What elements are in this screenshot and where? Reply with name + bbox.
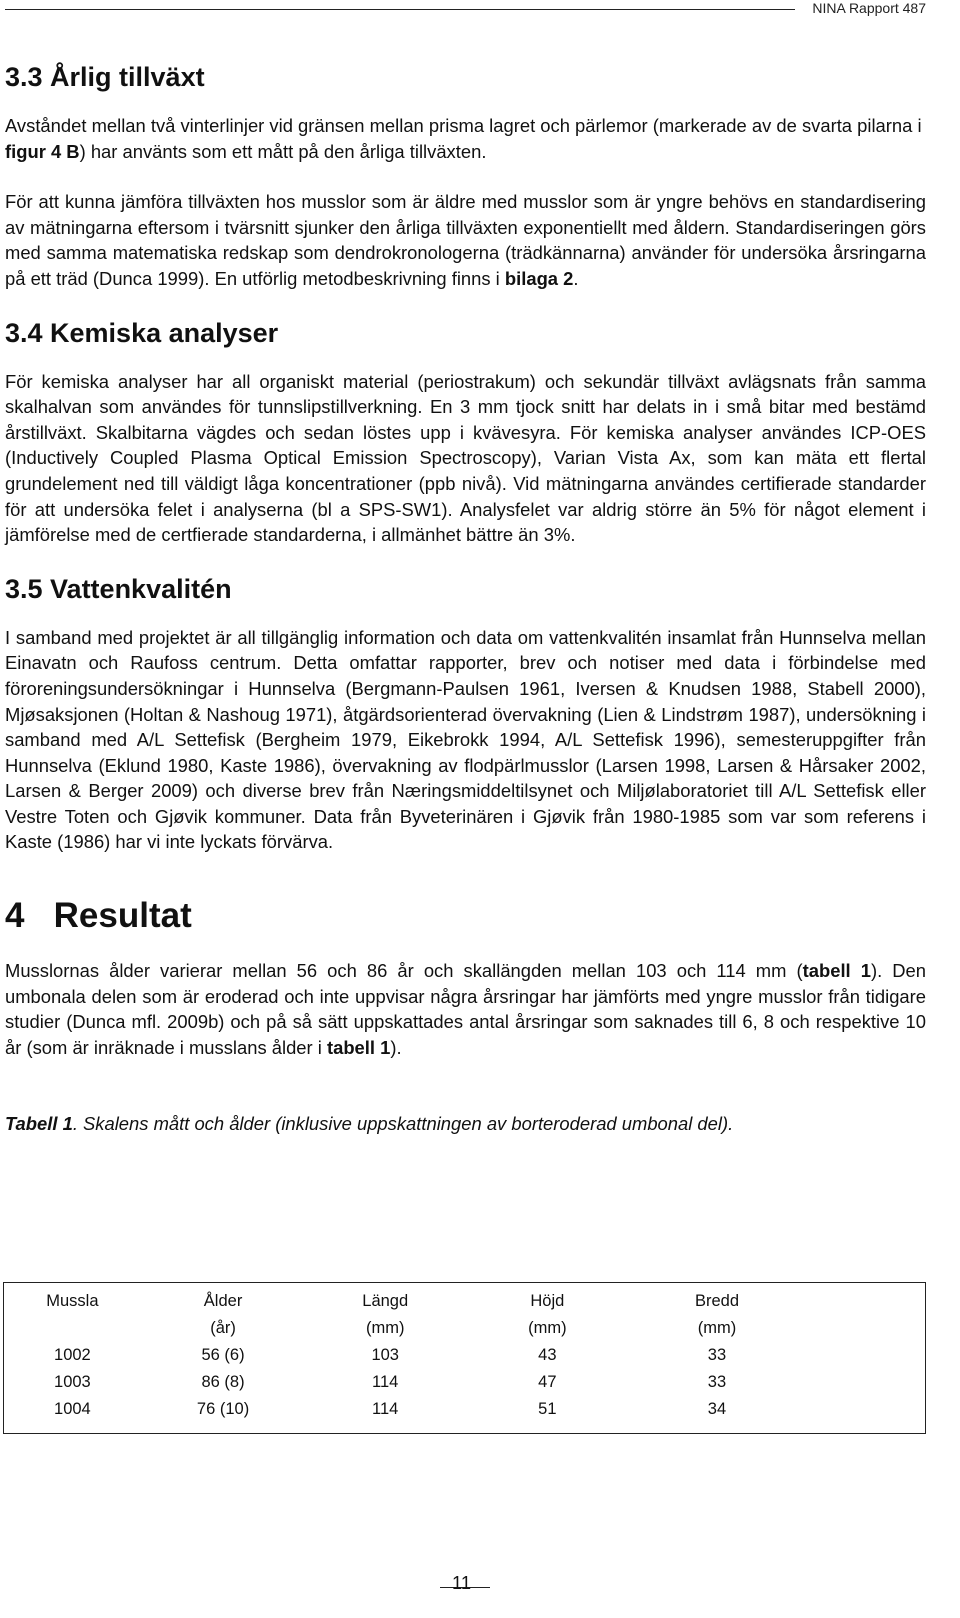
- header-cell: Bredd: [694, 1292, 739, 1310]
- table-cell: 86 (8): [201, 1373, 245, 1391]
- table-reference: tabell 1: [802, 960, 871, 982]
- paragraph-3-3-1: Avståndet mellan två vinterlinjer vid gränsen mellan prisma lagret och pärlemor (markerade av de svarta pilarna i figur 4 B) har använts som ett mått på den årliga tillväxten.: [5, 115, 922, 162]
- table-caption-label: Tabell 1: [5, 1113, 73, 1135]
- measurement-table: [3, 1282, 926, 1434]
- unit-cell: (år): [210, 1319, 236, 1337]
- paragraph-3-5-1: I samband med projektet är all tillgänglig information och data om vattenkvalitén insamlat från Hunnselva mellan Einavatn och Raufoss centrum. Detta omfattar rapporter, brev och notiser med data i förbindelse med föroreningsundersökningar i Hunnselva (Bergmann-Paulsen 1961, Iversen & Knudsen 1988, Stabell 2000), Mjøsaksjonen (Holtan & Nashoug 1971), åtgärdsorienterad övervakning (Lien & Lindstrøm 1987), undersökning i samband med A/L Settefisk (Bergheim 1979, Eikebrokk 1994, A/L Settefisk 1996), semesteruppgifter från Hunnselva (Eklund 1980, Kaste 1986), övervakning av flodpärlmusslor (Larsen 1998, Larsen & Hårsaker 2002, Larsen & Berger 2009) och diverse brev från Næringsmiddeltilsynet och Miljølaboratoriet till A/L Settefisk eller Vestre Toten och Gjøvik kommuner. Data från Byveterinären i Gjøvik från 1980-1985 som var som referens i Kaste (1986) har vi inte lyckats förvärva.: [5, 626, 926, 853]
- header-rule: [5, 9, 795, 10]
- table-cell: 1002: [54, 1346, 91, 1364]
- unit-cell: [4, 1315, 141, 1342]
- chapter-heading-4: 4 Resultat: [5, 896, 192, 936]
- table-cell: 56 (6): [201, 1346, 245, 1364]
- table-cell: 1003: [54, 1373, 91, 1391]
- paragraph-3-3-2: För att kunna jämföra tillväxten hos musslor som är äldre med musslor som är yngre behövs en standardisering av mätningarna eftersom i tvärsnitt sjunker den årliga tillväxten exponentiellt med åldern. Standardiseringen görs med samma matematiska redskap som dendrokronologerna (trädkännarna) använder för undersöka årsringarna på ett träd (Dunca 1999). En utförlig metodbeskrivning finns i bilaga 2.: [5, 191, 926, 289]
- table-cell: 1004: [54, 1400, 91, 1418]
- figure-reference: figur 4 B: [5, 140, 80, 162]
- unit-cell: (mm): [528, 1319, 567, 1337]
- table-cell: 103: [371, 1346, 399, 1364]
- table-units-row: [4, 1315, 926, 1342]
- header-cell: Mussla: [46, 1292, 99, 1310]
- section-heading-3-5: 3.5 Vattenkvalitén: [5, 573, 232, 604]
- table-header-row: [4, 1283, 926, 1316]
- table-cell: 34: [707, 1400, 727, 1418]
- table-cell: 76 (10): [196, 1400, 250, 1418]
- table-cell: 43: [538, 1346, 557, 1364]
- paragraph-4-1: Musslornas ålder varierar mellan 56 och 86 år och skallängden mellan 103 och 114 mm (tabell 1). Den umbonala delen som är eroderad och inte uppvisar några årsringar har jämförts med yngre musslor från tidigare studier (Dunca mfl. 2009b) och på så sätt uppskattades antal årsringar som saknades till 6, 8 och respektive 10 år (som är inräknade i musslans ålder i tabell 1).: [5, 960, 926, 1058]
- appendix-reference: bilaga 2: [504, 267, 574, 289]
- table-cell: 33: [707, 1373, 727, 1391]
- page-number: 11: [452, 1572, 472, 1593]
- table-cell: 114: [372, 1373, 399, 1391]
- section-heading-3-3: 3.3 Årlig tillväxt: [5, 62, 205, 92]
- table-row: [4, 1342, 926, 1369]
- table-cell: 51: [538, 1400, 557, 1418]
- table-cell: 33: [707, 1346, 727, 1364]
- table-caption: Tabell 1. Skalens mått och ålder (inklusive uppskattningen av borteroderad umbonal del).: [5, 1113, 734, 1135]
- header-cell: Höjd: [530, 1292, 565, 1310]
- section-heading-3-4: 3.4 Kemiska analyser: [5, 317, 279, 348]
- page-content: [5, 58, 926, 1137]
- table-row: [4, 1369, 926, 1396]
- unit-cell: (mm): [365, 1319, 405, 1337]
- unit-cell: (mm): [697, 1319, 737, 1337]
- table-reference: tabell 1: [326, 1036, 391, 1058]
- report-label: NINA Rapport 487: [812, 0, 926, 16]
- table-row: [4, 1396, 926, 1434]
- paragraph-3-4-1: För kemiska analyser har all organiskt material (periostrakum) och sekundär tillväxt avlägsnats från samma skalhalvan som användes för tunnslipstillverkning. En 3 mm tjock snitt har delats in i små bitar med bestämd årstillväxt. Skalbitarna vägdes och sedan löstes upp i kvävesyra. För kemiska analyser användes ICP-OES (Inductively Coupled Plasma Optical Emission Spectroscopy), Varian Vista Ax, som kan mäta ett flertal grundelement ned till väldigt låga koncentrationer (ppb nivå). Vid mätningarna användes certifierade standarder för att undersöka felet i analyserna (bl a SPS-SW1). Analysfelet var aldrig större än 5% för något element i jämförelse med de certfierade standarderna, i allmänhet bättre än 3%.: [5, 370, 926, 546]
- table-cell: 114: [372, 1400, 399, 1418]
- table-cell: 47: [538, 1373, 557, 1391]
- header-cell: Längd: [362, 1292, 409, 1310]
- header-cell: Ålder: [203, 1292, 243, 1310]
